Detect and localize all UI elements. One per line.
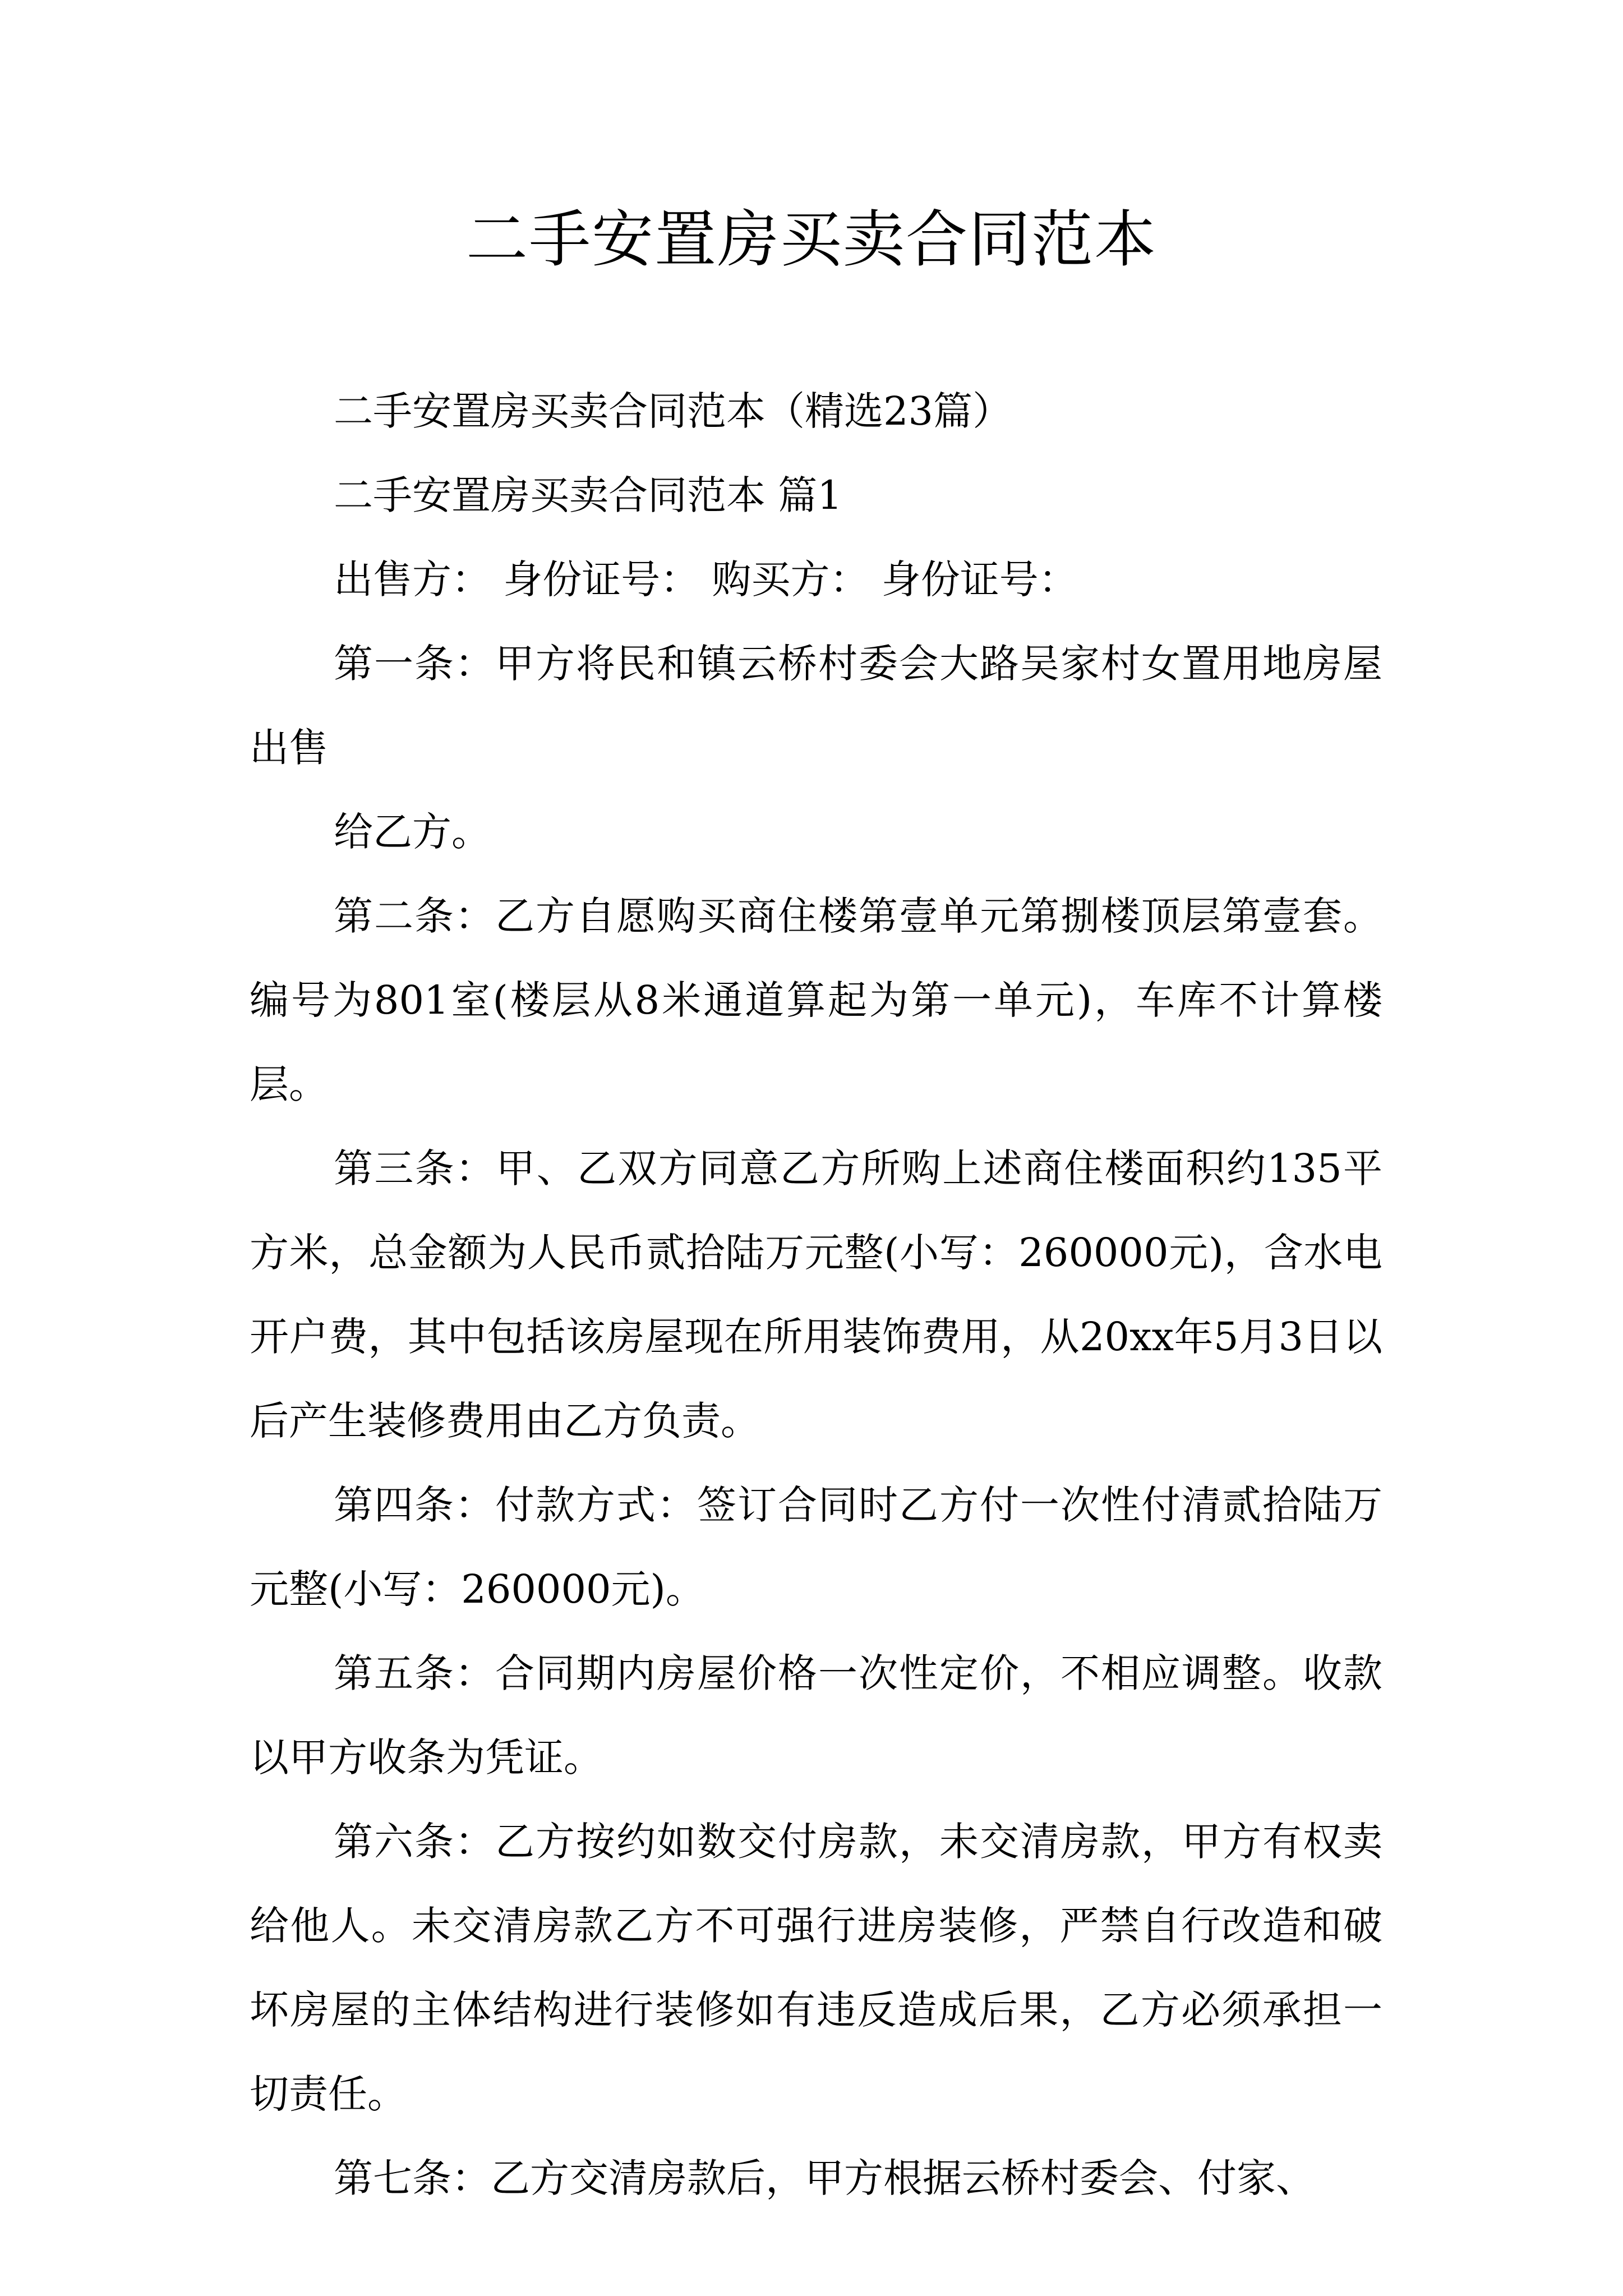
article-7: 第七条：乙方交清房款后，甲方根据云桥村委会、付家、: [334, 2155, 1315, 2201]
section-heading: 二手安置房买卖合同范本 篇1: [334, 472, 842, 518]
document-title: 二手安置房买卖合同范本: [466, 204, 1157, 275]
article-3: 第三条：甲、乙双方同意乙方所购上述商住楼面积约135平方米，总金额为人民币贰拾陆万元整(小写：260000元)，含水电开户费，其中包括该房屋现在所用装饰费用，从20xx年5月3日以后产生装修费用由乙方负责。: [250, 1145, 1382, 1444]
article-6: 第六条：乙方按约如数交付房款，未交清房款，甲方有权卖给他人。未交清房款乙方不可强行进房装修，严禁自行改造和破坏房屋的主体结构进行装修如有违反造成后果，乙方必须承担一切责任。: [250, 1819, 1382, 2117]
article-2: 第二条：乙方自愿购买商住楼第壹单元第捌楼顶层第壹套。编号为801室(楼层从8米通道算起为第一单元)，车库不计算楼层。: [250, 893, 1382, 1107]
article-1-continuation: 给乙方。: [334, 809, 491, 855]
article-4: 第四条：付款方式：签订合同时乙方付一次性付清贰拾陆万元整(小写：260000元)。: [250, 1482, 1382, 1612]
document-body: [250, 369, 1382, 2220]
parties-line: 出售方： 身份证号： 购买方： 身份证号：: [334, 556, 1078, 602]
article-5: 第五条：合同期内房屋价格一次性定价，不相应调整。收款以甲方收条为凭证。: [250, 1650, 1382, 1780]
document-subtitle: 二手安置房买卖合同范本（精选23篇）: [334, 388, 1012, 434]
article-1: 第一条：甲方将民和镇云桥村委会大路吴家村女置用地房屋出售: [250, 641, 1382, 771]
